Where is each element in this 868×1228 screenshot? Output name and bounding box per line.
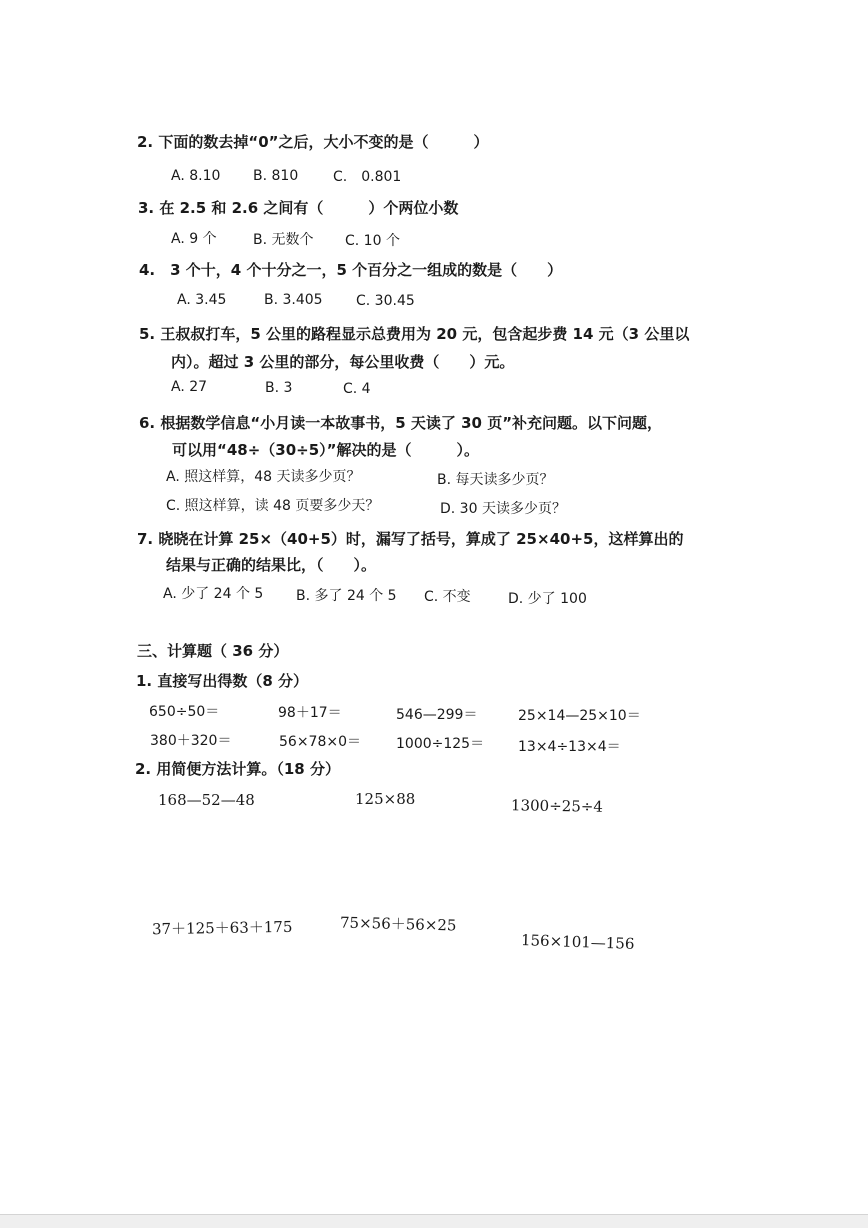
question-7-line-2: 结果与正确的结果比，（ ）。 <box>166 556 377 574</box>
q4-option-b: B. 3.405 <box>264 292 323 308</box>
simplify-problem: 168—52—48 <box>158 791 255 809</box>
section-3-heading: 三、计算题（ 36 分） <box>137 642 289 660</box>
oral-calc-item: 13×4÷13×4＝ <box>518 739 621 755</box>
question-6-line-2: 可以用“48÷（30÷5）”解决的是（ ）。 <box>172 441 480 459</box>
question-7-line-1: 7. 晓晓在计算 25×（40+5）时，漏写了括号，算成了 25×40+5，这样算出的 <box>137 530 684 548</box>
question-5-line-1: 5. 王叔叔打车，5 公里的路程显示总费用为 20 元，包含起步费 14 元（3 公里以 <box>139 325 690 343</box>
question-6-line-1: 6. 根据数学信息“小月读一本故事书，5 天读了 30 页”补充问题。以下问题， <box>139 414 663 432</box>
q2-option-b: B. 810 <box>253 168 299 184</box>
simplify-problem: 37＋125＋63＋175 <box>151 917 293 939</box>
q6-option-d: D. 30 天读多少页？ <box>440 501 566 517</box>
simplify-problem: 1300÷25÷4 <box>510 796 604 816</box>
q2-option-c: C. 0.801 <box>333 169 402 185</box>
question-4: 4. 3 个十，4 个十分之一，5 个百分之一组成的数是（ ） <box>139 261 563 279</box>
simplify-problem: 125×88 <box>355 790 416 808</box>
q5-option-a: A. 27 <box>171 379 208 395</box>
simplify-problem: 156×101—156 <box>520 931 635 953</box>
q5-option-b: B. 3 <box>265 380 293 396</box>
question-5-line-2: 内）。超过 3 公里的部分，每公里收费（ ）元。 <box>171 353 515 371</box>
q7-option-b: B. 多了 24 个 5 <box>296 588 397 604</box>
q4-option-c: C. 30.45 <box>356 293 415 309</box>
q6-option-a: A. 照这样算，48 天读多少页？ <box>166 469 361 485</box>
oral-calc-item: 546—299＝ <box>396 707 478 723</box>
simplify-problem: 75×56＋56×25 <box>339 913 457 935</box>
q6-option-b: B. 每天读多少页？ <box>437 472 554 488</box>
q3-option-c: C. 10 个 <box>345 233 400 249</box>
oral-calc-item: 1000÷125＝ <box>396 736 485 752</box>
oral-calc-item: 25×14—25×10＝ <box>518 708 641 724</box>
question-3: 3. 在 2.5 和 2.6 之间有（ ）个两位小数 <box>138 199 459 217</box>
q5-option-c: C. 4 <box>343 381 371 397</box>
question-2: 2. 下面的数去掉“0”之后，大小不变的是（ ） <box>137 133 489 151</box>
q3-option-a: A. 9 个 <box>171 231 217 247</box>
part-1-heading: 1. 直接写出得数（8 分） <box>136 672 309 690</box>
oral-calc-item: 650÷50＝ <box>149 704 220 720</box>
q7-option-d: D. 少了 100 <box>508 591 587 607</box>
q7-option-c: C. 不变 <box>424 589 471 605</box>
q4-option-a: A. 3.45 <box>177 292 227 308</box>
page-bottom-edge <box>0 1214 868 1228</box>
oral-calc-item: 380＋320＝ <box>150 733 232 749</box>
q6-option-c: C. 照这样算，读 48 页要多少天？ <box>166 498 380 514</box>
q2-option-a: A. 8.10 <box>171 168 221 184</box>
part-2-heading: 2. 用简便方法计算。（18 分） <box>135 760 340 778</box>
q7-option-a: A. 少了 24 个 5 <box>163 586 264 602</box>
oral-calc-item: 98＋17＝ <box>278 705 342 721</box>
q3-option-b: B. 无数个 <box>253 232 314 248</box>
oral-calc-item: 56×78×0＝ <box>279 734 361 750</box>
